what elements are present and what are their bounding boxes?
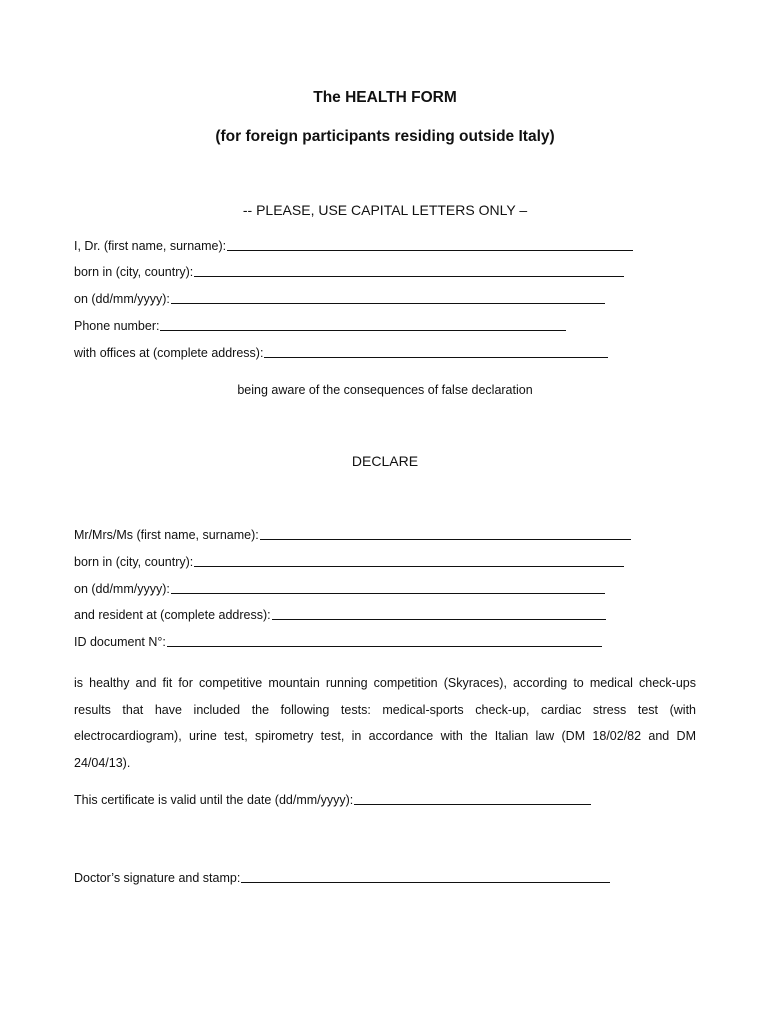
participant-birthplace-field[interactable] <box>74 552 624 570</box>
doctor-signature-field[interactable] <box>74 868 610 886</box>
participant-name-label: Mr/Mrs/Ms (first name, surname): <box>74 528 259 542</box>
form-subtitle: (for foreign participants residing outside Italy) <box>215 128 555 145</box>
false-declaration-notice: being aware of the consequences of false declaration <box>237 383 533 397</box>
doctor-phone-field[interactable] <box>74 316 566 334</box>
doctor-birthdate-line[interactable] <box>171 303 605 304</box>
doctor-name-line[interactable] <box>227 250 633 251</box>
participant-birthplace-label: born in (city, country): <box>74 555 194 569</box>
participant-birthdate-line[interactable] <box>171 593 605 594</box>
participant-name-line[interactable] <box>260 539 631 540</box>
doctor-phone-label: Phone number: <box>74 319 160 333</box>
participant-birthdate-field[interactable] <box>74 579 605 597</box>
validity-date-label: This certificate is valid until the date (dd/mm/yyyy): <box>74 793 354 807</box>
doctor-birthdate-label: on (dd/mm/yyyy): <box>74 292 170 306</box>
doctor-birthplace-line[interactable] <box>194 276 624 277</box>
doctor-office-address-label: with offices at (complete address): <box>74 346 264 360</box>
participant-address-field[interactable] <box>74 605 606 623</box>
capital-letters-instruction: -- PLEASE, USE CAPITAL LETTERS ONLY – <box>242 202 528 218</box>
doctor-birthplace-field[interactable] <box>74 262 624 280</box>
participant-birthdate-label: on (dd/mm/yyyy): <box>74 582 170 596</box>
participant-address-label: and resident at (complete address): <box>74 608 271 622</box>
doctor-phone-line[interactable] <box>160 330 566 331</box>
validity-date-line[interactable] <box>354 804 591 805</box>
doctor-signature-line[interactable] <box>241 882 610 883</box>
participant-id-document-line[interactable] <box>167 646 602 647</box>
doctor-office-address-line[interactable] <box>264 357 608 358</box>
participant-id-document-field[interactable] <box>74 632 602 650</box>
doctor-birthdate-field[interactable] <box>74 289 605 307</box>
doctor-birthplace-label: born in (city, country): <box>74 265 194 279</box>
participant-name-field[interactable] <box>74 525 631 543</box>
validity-date-field[interactable] <box>74 790 591 808</box>
doctor-office-address-field[interactable] <box>74 343 608 361</box>
doctor-name-field[interactable] <box>74 236 633 254</box>
health-statement: is healthy and fit for competitive mountain running competition (Skyraces), according to medical check-ups results that have included the following tests: medical-sports check-up, cardiac stress test (with electrocardiogram), urine test, spirometry test, in accordance with the Italian law (DM 18/02/82 and DM 24/04/13). <box>74 676 696 770</box>
participant-id-document-label: ID document N°: <box>74 635 166 649</box>
declare-heading: DECLARE <box>351 453 419 469</box>
participant-address-line[interactable] <box>272 619 606 620</box>
form-title: The HEALTH FORM <box>313 89 457 106</box>
doctor-signature-label: Doctor’s signature and stamp: <box>74 871 241 885</box>
participant-birthplace-line[interactable] <box>194 566 624 567</box>
doctor-name-label: I, Dr. (first name, surname): <box>74 239 227 253</box>
